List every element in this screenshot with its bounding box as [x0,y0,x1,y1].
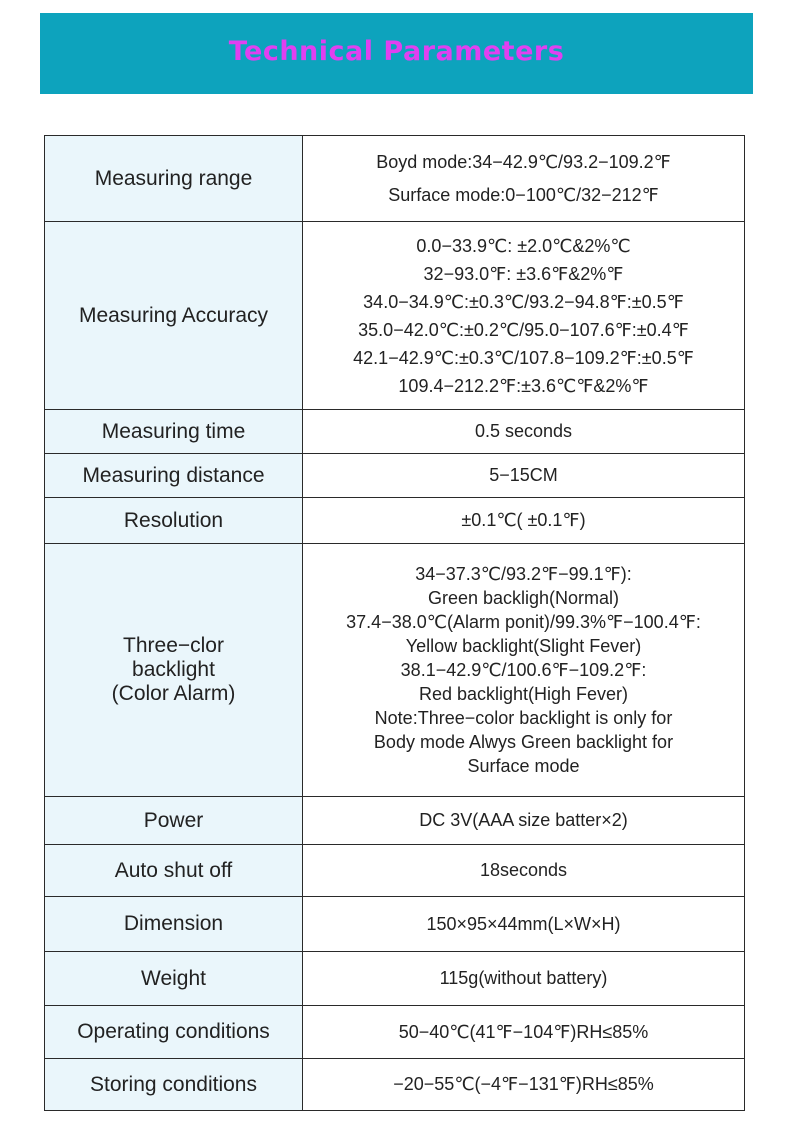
param-label: Measuring distance [45,454,303,498]
table-row [45,136,745,222]
param-value: 34−37.3℃/93.2℉−99.1℉): Green backligh(Normal) 37.4−38.0℃(Alarm ponit)/99.3%℉−100.4℉: Yellow backlight(Slight Fever) 38.1−42.9℃/100.6℉−109.2℉: Red backlight(High Fever) Note:Three−color backlight is only for Body mode Alwys Green backlight for Surface mode [303,544,745,797]
header-banner [40,13,753,94]
param-label: Dimension [45,897,303,952]
table-row [45,222,745,410]
table-row [45,897,745,952]
param-label: Auto shut off [45,845,303,897]
param-label: Resolution [45,498,303,544]
table-row [45,410,745,454]
spec-table [44,135,745,1111]
table-row [45,952,745,1006]
param-value: 0.0−33.9℃: ±2.0℃&2%℃ 32−93.0℉: ±3.6℉&2%℉ 34.0−34.9℃:±0.3℃/93.2−94.8℉:±0.5℉ 35.0−42.0℃:±0.2℃/95.0−107.6℉:±0.4℉ 42.1−42.9℃:±0.3℃/107.8−109.2℉:±0.5℉ 109.4−212.2℉:±3.6℃℉&2%℉ [303,222,745,410]
param-value: ±0.1℃( ±0.1℉) [303,498,745,544]
table-row [45,797,745,845]
param-value: Boyd mode:34−42.9℃/93.2−109.2℉ Surface mode:0−100℃/32−212℉ [303,136,745,222]
table-row [45,845,745,897]
param-value: 0.5 seconds [303,410,745,454]
param-value: 50−40℃(41℉−104℉)RH≤85% [303,1006,745,1059]
param-label: Measuring range [45,136,303,222]
table-row [45,1006,745,1059]
param-value: DC 3V(AAA size batter×2) [303,797,745,845]
param-label: Weight [45,952,303,1006]
param-value: 18seconds [303,845,745,897]
param-label: Operating conditions [45,1006,303,1059]
param-value: −20−55℃(−4℉−131℉)RH≤85% [303,1059,745,1111]
param-value: 115g(without battery) [303,952,745,1006]
table-row [45,454,745,498]
param-value: 150×95×44mm(L×W×H) [303,897,745,952]
table-row [45,498,745,544]
param-label: Measuring time [45,410,303,454]
param-label: Measuring Accuracy [45,222,303,410]
param-label: Power [45,797,303,845]
page-title: Technical Parameters [228,35,565,67]
param-label: Storing conditions [45,1059,303,1111]
param-label: Three−clor backlight (Color Alarm) [45,544,303,797]
param-value: 5−15CM [303,454,745,498]
table-row [45,544,745,797]
table-row [45,1059,745,1111]
